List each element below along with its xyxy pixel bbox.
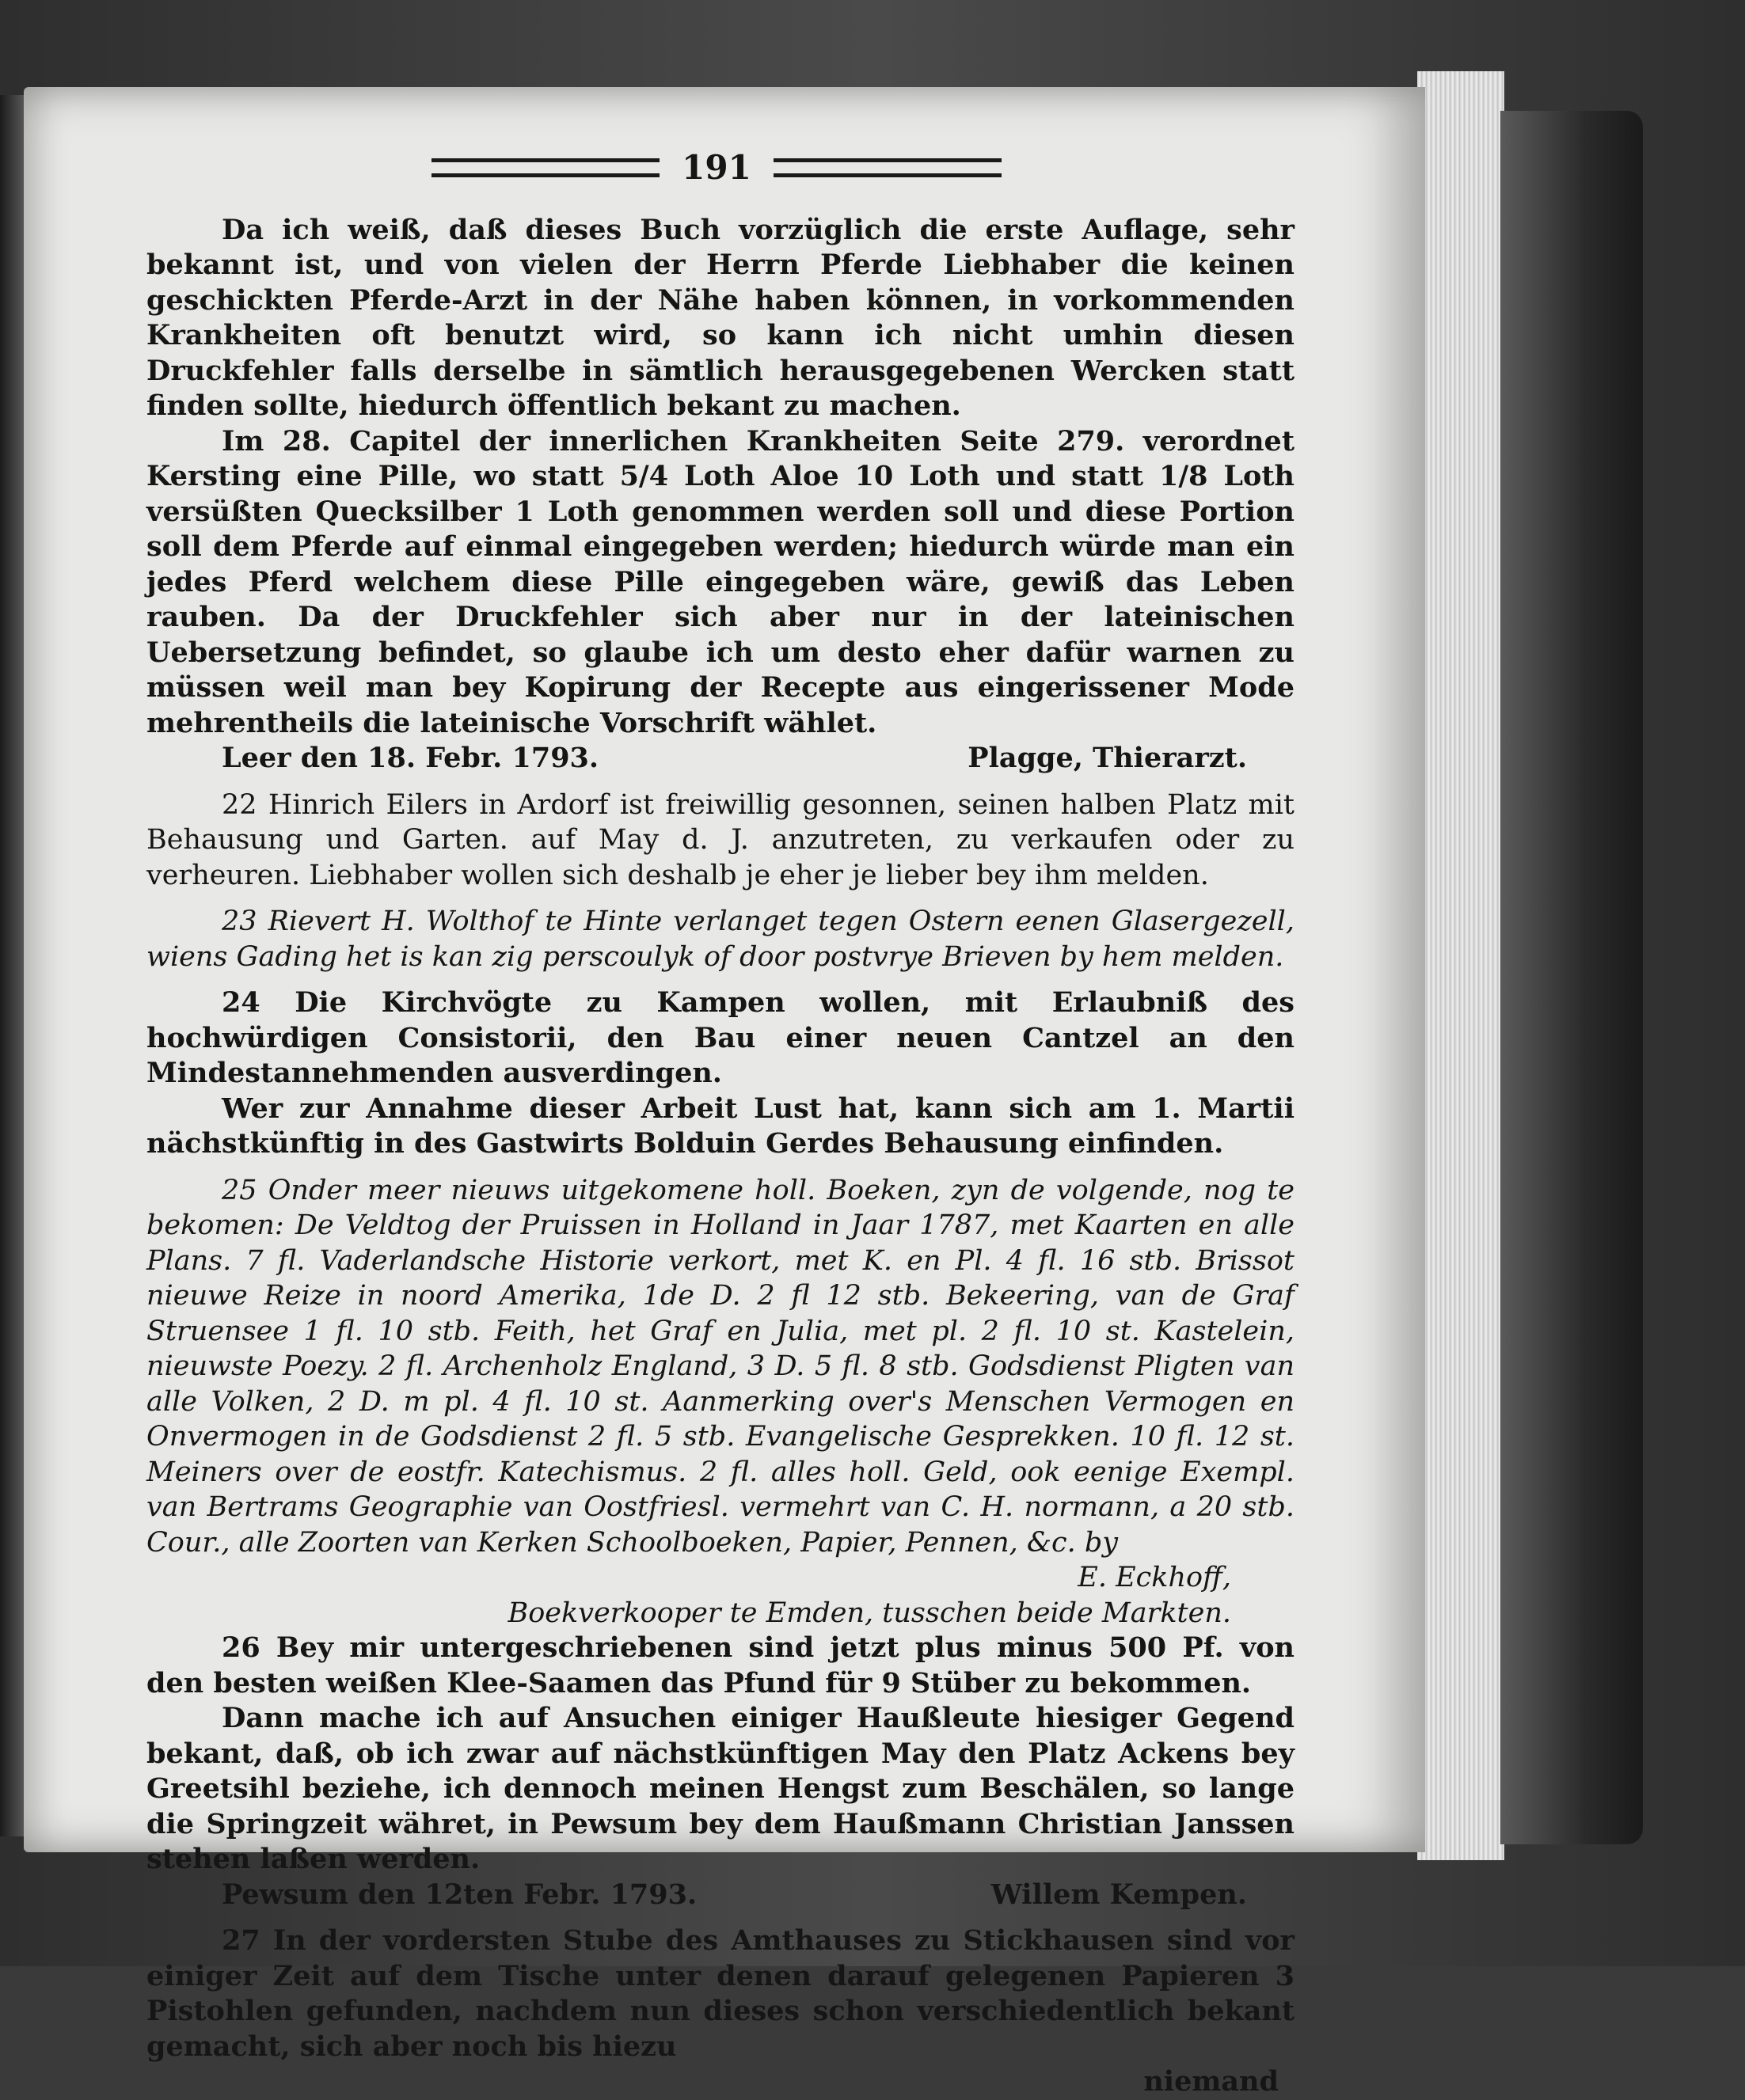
signature-name: Willem Kempen. <box>990 1878 1247 1911</box>
signature-line-plagge <box>146 741 1294 777</box>
notice-22: 22 Hinrich Eilers in Ardorf ist freiwillig gesonnen, seinen halben Platz mit Behausung und Garten. auf May d. J. anzutreten, zu verkaufen oder zu verheuren. Liebhaber wollen sich deshalb je eher je lieber bey ihm melden. <box>146 788 1294 891</box>
page-text <box>146 150 1294 2100</box>
paragraph-capitel: Im 28. Capitel der innerlichen Krankheiten Seite 279. verordnet Kersting eine Pille, wo statt 5/4 Loth Aloe 10 Loth und statt 1/8 Loth versüßten Quecksilber 1 Loth genommen werden soll und diese Portion soll dem Pferde auf einmal eingegeben werden; hiedurch würde man ein jedes Pferd welchem diese Pille eingegeben wäre, gewiß das Leben rauben. Da der Druckfehler sich aber nur in der lateinischen Uebersetzung befindet, so glaube ich um desto eher dafür warnen zu müssen weil man bey Kopirung der Recepte aus eingerissener Mode mehrentheils die lateinische Vorschrift wählet. <box>146 424 1294 739</box>
notice-27: 27 In der vordersten Stube des Amthauses zu Stickhausen sind vor einiger Zeit auf dem Tische unter denen darauf gelegenen Papieren 3 Pistohlen gefunden, nachdem nun dieses schon verschiedentlich bekant gemacht, sich aber noch bis hiezu <box>146 1924 1294 2063</box>
notice-24: 24 Die Kirchvögte zu Kampen wollen, mit Erlaubniß des hochwürdigen Consistorii, den Bau einer neuen Cantzel an den Mindestannehmenden ausverdingen. <box>146 986 1294 1089</box>
header-rule-left <box>431 158 660 177</box>
signature-place-date: Pewsum den 12ten Febr. 1793. <box>222 1878 698 1911</box>
notice-23: 23 Rievert H. Wolthof te Hinte verlanget tegen Ostern eenen Glasergezell, wiens Gading het is kan zig perscoulyk of door postvrye Brieven by hem melden. <box>146 906 1294 973</box>
catchword: niemand <box>1143 2065 1279 2098</box>
signature-line-kempen <box>146 1878 1294 1913</box>
page-header <box>431 150 1002 186</box>
notice-25-signature-name: E. Eckhoff, <box>1078 1562 1231 1593</box>
notice-25-signature-address: Boekverkooper te Emden, tusschen beide Markten. <box>508 1597 1231 1629</box>
notice-26-continued: Dann mache ich auf Ansuchen einiger Haußleute hiesiger Gegend bekant, daß, ob ich zwar auf nächstkünftigen May den Platz Ackens bey Greetsihl beziehe, ich dennoch meinen Hengst zum Beschälen, so lange die Springzeit währet, in Pewsum bey dem Haußmann Christian Janssen stehen laßen werden. <box>146 1702 1294 1875</box>
page-stack-edge <box>1417 71 1504 1860</box>
page-number: 191 <box>682 148 751 187</box>
notice-24-continued: Wer zur Annahme dieser Arbeit Lust hat, kann sich am 1. Martii nächstkünftig in des Gastwirts Bolduin Gerdes Behausung einfinden. <box>146 1092 1294 1160</box>
notice-26: 26 Bey mir untergeschriebenen sind jetzt plus minus 500 Pf. von den besten weißen Klee-Saamen das Pfund für 9 Stüber zu bekommen. <box>146 1631 1294 1699</box>
header-rule-right <box>774 158 1002 177</box>
notice-25: 25 Onder meer nieuws uitgekomene holl. Boeken, zyn de volgende, nog te bekomen: De Veldtog der Pruissen in Holland in Jaar 1787, met Kaarten en alle Plans. 7 fl. Vaderlandsche Historie verkort, met K. en Pl. 4 fl. 16 stb. Brissot nieuwe Reize in noord Amerika, 1de D. 2 fl 12 stb. Bekeering, van de Graf Struensee 1 fl. 10 stb. Feith, het Graf en Julia, met pl. 2 fl. 10 st. Kastelein, nieuwste Poezy. 2 fl. Archenholz England, 3 D. 5 fl. 8 stb. Godsdienst Pligten van alle Volken, 2 D. m pl. 4 fl. 10 st. Aanmerking over's Menschen Vermogen en Onvermogen in de Godsdienst 2 fl. 5 stb. Evangelische Gesprekken. 10 fl. 12 st. Meiners over de eostfr. Katechismus. 2 fl. alles holl. Geld, ook eenige Exempl. van Bertrams Geographie van Oostfriesl. vermehrt van C. H. normann, a 20 stb. Cour., alle Zoorten van Kerken Schoolboeken, Papier, Pennen, &c. by <box>146 1174 1294 1559</box>
book-cover-edge <box>1500 111 1643 1844</box>
signature-place-date: Leer den 18. Febr. 1793. <box>222 742 599 774</box>
signature-name: Plagge, Thierarzt. <box>968 742 1247 774</box>
paragraph-intro: Da ich weiß, daß dieses Buch vorzüglich die erste Auflage, sehr bekannt ist, und von vielen der Herrn Pferde Liebhaber die keinen geschickten Pferde-Arzt in der Nähe haben können, in vorkommenden Krankheiten oft benutzt wird, so kann ich nicht umhin diesen Druckfehler falls derselbe in sämtlich herausgegebenen Wercken statt finden sollte, hiedurch öffentlich bekant zu machen. <box>146 213 1294 422</box>
